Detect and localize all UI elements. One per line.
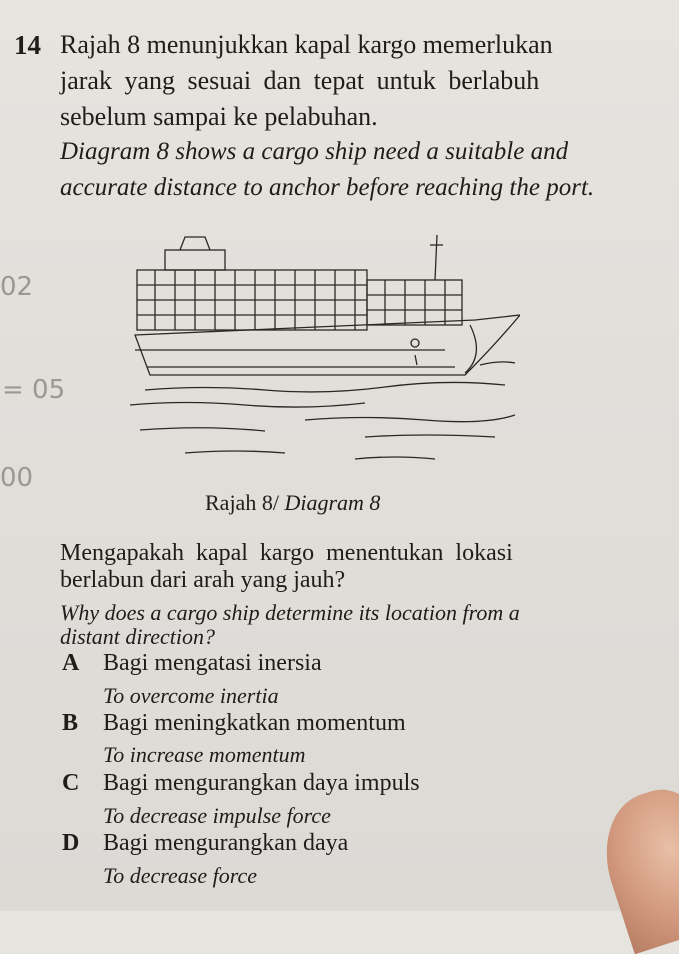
- fingertip-photo-artifact: [589, 778, 679, 954]
- option-d-letter: D: [62, 830, 80, 856]
- option-a-letter: A: [62, 650, 80, 676]
- option-b-letter: B: [62, 710, 79, 736]
- option-c-english: To decrease impulse force: [103, 803, 331, 828]
- prompt-malay-line: Mengapakah kapal kargo menentukan lokasi: [60, 540, 513, 566]
- option-a-malay: Bagi mengatasi inersia: [103, 650, 322, 676]
- question-english-line: Diagram 8 shows a cargo ship need a suitable and: [60, 138, 569, 165]
- question-malay-line: sebelum sampai ke pelabuhan.: [60, 102, 378, 131]
- margin-mark: 00: [0, 463, 34, 493]
- option-b-malay: Bagi meningkatkan momentum: [103, 710, 406, 736]
- option-c-malay: Bagi mengurangkan daya impuls: [103, 770, 420, 796]
- option-d-malay: Bagi mengurangkan daya: [103, 830, 349, 856]
- container-stack: [137, 270, 462, 330]
- option-d-english: To decrease force: [103, 863, 257, 888]
- prompt-malay-line: berlabun dari arah yang jauh?: [60, 567, 346, 593]
- margin-mark: 02: [0, 272, 34, 302]
- prompt-english-line: distant direction?: [60, 624, 216, 649]
- caption-english: Diagram 8: [284, 490, 381, 515]
- option-c-letter: C: [62, 770, 80, 796]
- question-malay-line: jarak yang sesuai dan tepat untuk berlabuh: [60, 66, 540, 95]
- question-number: 14: [14, 30, 41, 60]
- option-a-english: To overcome inertia: [103, 683, 279, 708]
- prompt-english-line: Why does a cargo ship determine its location from a: [60, 600, 520, 625]
- caption-malay: Rajah 8/: [205, 490, 279, 515]
- cargo-ship-diagram: [125, 225, 520, 470]
- question-malay-line: Rajah 8 menunjukkan kapal kargo memerlukan: [60, 30, 553, 59]
- question-english-line: accurate distance to anchor before reaching the port.: [60, 174, 595, 201]
- margin-mark: = 05: [2, 375, 66, 405]
- ship-bridge: [165, 250, 225, 270]
- ship-mast: [435, 235, 437, 280]
- option-b-english: To increase momentum: [103, 742, 306, 767]
- diagram-caption: [205, 490, 380, 516]
